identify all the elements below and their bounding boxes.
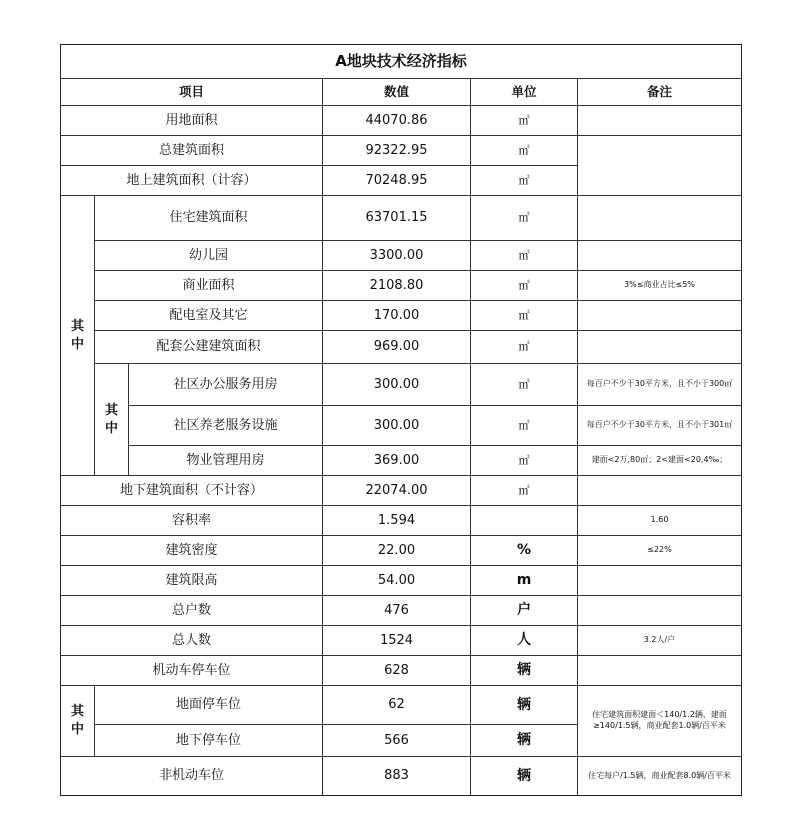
row-unit: 人 xyxy=(471,626,578,656)
row-unit: ㎡ xyxy=(471,241,578,271)
row-value: 1.594 xyxy=(323,506,471,536)
row-unit: ㎡ xyxy=(471,301,578,331)
parking-note: 住宅建筑面积建面＜140/1.2辆，建面≥140/1.5辆，商业配套1.0辆/百平米 xyxy=(578,686,741,757)
row-value: 369.00 xyxy=(323,446,471,476)
row-value: 476 xyxy=(323,596,471,626)
header-note: 备注 xyxy=(578,78,741,106)
row-label: 总人数 xyxy=(61,626,323,656)
row-value: 170.00 xyxy=(323,301,471,331)
row-note: 每百户不少于30平方米，且不小于301㎡ xyxy=(578,406,741,446)
row-unit: 辆 xyxy=(471,686,578,725)
row-label: 非机动车位 xyxy=(61,757,323,795)
row-label: 幼儿园 xyxy=(95,241,323,271)
row-unit: 辆 xyxy=(471,656,578,686)
row-label: 配电室及其它 xyxy=(95,301,323,331)
row-unit: 辆 xyxy=(471,725,578,757)
row-label: 总建筑面积 xyxy=(61,136,323,166)
row-unit: ㎡ xyxy=(471,446,578,476)
row-note xyxy=(578,566,741,596)
row-label: 地面停车位 xyxy=(95,686,323,725)
group-label-parking: 其 中 xyxy=(61,686,95,757)
group-label-outer: 其 中 xyxy=(61,196,95,476)
row-value: 300.00 xyxy=(323,406,471,446)
row-note: 建面<2万,80㎡；2<建面<20,4‰； xyxy=(578,446,741,476)
row-label: 地下停车位 xyxy=(95,725,323,757)
row-note: ≤22% xyxy=(578,536,741,566)
row-note xyxy=(578,656,741,686)
row-unit: 户 xyxy=(471,596,578,626)
header-value: 数值 xyxy=(323,78,471,106)
row-label: 社区办公服务用房 xyxy=(129,364,323,406)
row-value: 2108.80 xyxy=(323,271,471,301)
tech-econ-table xyxy=(60,44,742,796)
row-note: 每百户不少于30平方米，且不小于300㎡ xyxy=(578,364,741,406)
row-unit: ㎡ xyxy=(471,136,578,166)
row-note: 住宅每户/1.5辆，商业配套8.0辆/百平米 xyxy=(588,770,731,780)
row-unit xyxy=(471,506,578,536)
row-value: 62 xyxy=(323,686,471,725)
row-value: 44070.86 xyxy=(323,106,471,136)
row-value: 92322.95 xyxy=(323,136,471,166)
row-value: 628 xyxy=(323,656,471,686)
row-label: 用地面积 xyxy=(61,106,323,136)
row-note xyxy=(578,331,741,364)
row-note xyxy=(578,596,741,626)
row-note: 3.2人/户 xyxy=(578,626,741,656)
row-value: 883 xyxy=(323,757,471,795)
row-note xyxy=(578,301,741,331)
row-unit: ㎡ xyxy=(471,106,578,136)
row-unit: ㎡ xyxy=(471,331,578,364)
table-title: A地块技术经济指标 xyxy=(61,45,741,79)
row-unit: ㎡ xyxy=(471,166,578,196)
row-value: 969.00 xyxy=(323,331,471,364)
row-value: 22.00 xyxy=(323,536,471,566)
row-note xyxy=(578,476,741,506)
row-value: 3300.00 xyxy=(323,241,471,271)
header-unit: 单位 xyxy=(471,78,578,106)
row-label: 社区养老服务设施 xyxy=(129,406,323,446)
row-label: 商业面积 xyxy=(95,271,323,301)
row-value: 54.00 xyxy=(323,566,471,596)
row-label: 建筑密度 xyxy=(61,536,323,566)
row-unit: ㎡ xyxy=(471,196,578,241)
row-unit: ㎡ xyxy=(471,364,578,406)
row-label: 总户数 xyxy=(61,596,323,626)
row-label: 机动车停车位 xyxy=(61,656,323,686)
row-unit: 辆 xyxy=(471,757,578,795)
row-unit: ㎡ xyxy=(471,406,578,446)
row-unit: % xyxy=(471,536,578,566)
row-value: 70248.95 xyxy=(323,166,471,196)
row-note xyxy=(578,136,741,196)
row-unit: m xyxy=(471,566,578,596)
row-unit: ㎡ xyxy=(471,271,578,301)
row-label: 住宅建筑面积 xyxy=(95,196,323,241)
row-label: 配套公建建筑面积 xyxy=(95,331,323,364)
row-value: 1524 xyxy=(323,626,471,656)
header-item: 项目 xyxy=(61,78,323,106)
row-label: 容积率 xyxy=(61,506,323,536)
row-value: 22074.00 xyxy=(323,476,471,506)
group-label-inner: 其 中 xyxy=(95,364,129,476)
row-note xyxy=(578,241,741,271)
row-value: 63701.15 xyxy=(323,196,471,241)
row-label: 地下建筑面积（不计容） xyxy=(61,476,323,506)
row-value: 300.00 xyxy=(323,364,471,406)
row-label: 物业管理用房 xyxy=(129,446,323,476)
row-value: 566 xyxy=(323,725,471,757)
row-note: 3%≤商业占比≤5% xyxy=(578,271,741,301)
row-note: 1.60 xyxy=(578,506,741,536)
row-note xyxy=(578,106,741,136)
row-label: 地上建筑面积（计容） xyxy=(61,166,323,196)
row-note xyxy=(578,196,741,241)
row-label: 建筑限高 xyxy=(61,566,323,596)
row-unit: ㎡ xyxy=(471,476,578,506)
